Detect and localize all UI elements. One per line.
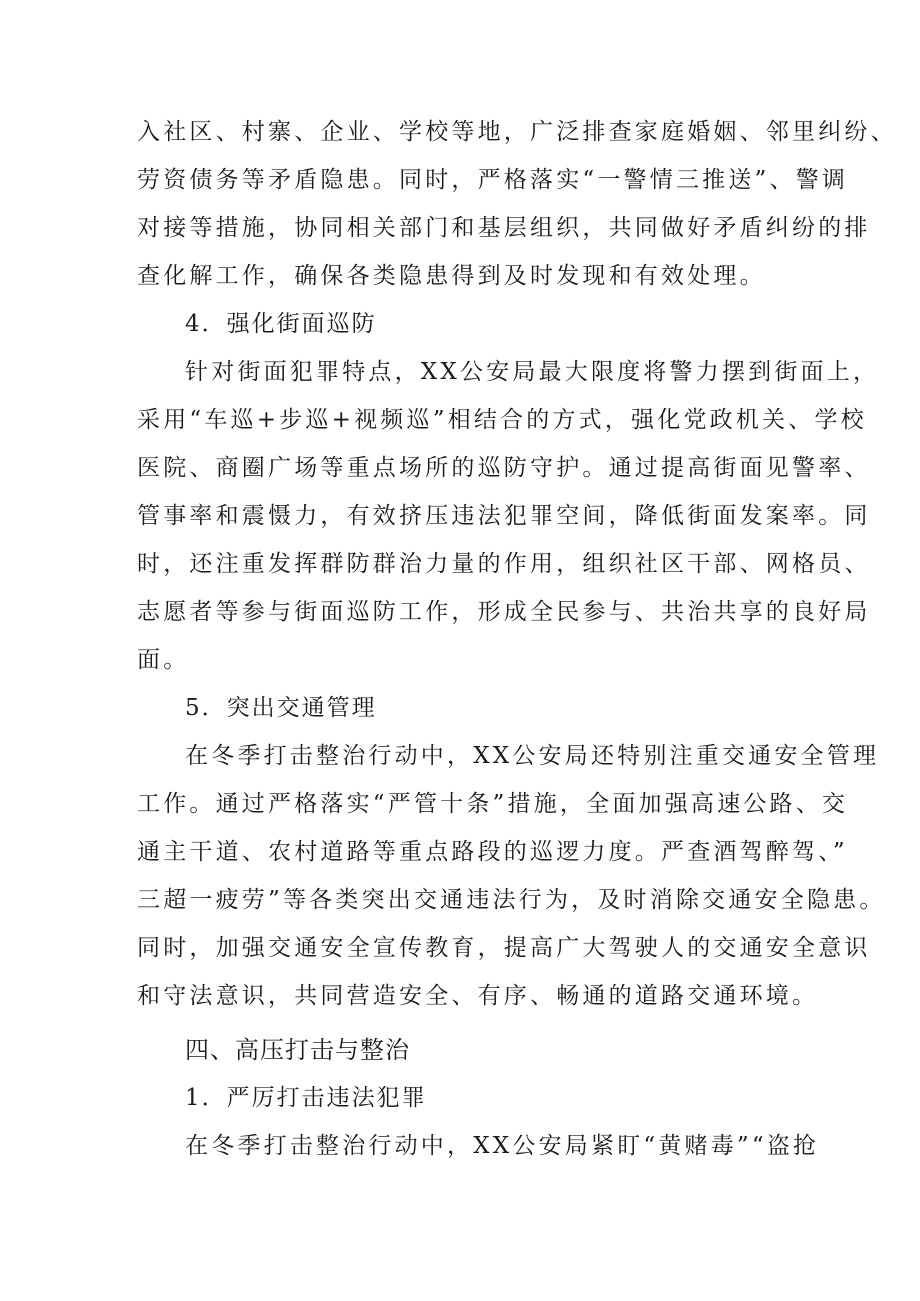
paragraph-line: 和守法意识，共同营造安全、有序、畅通的道路交通环境。 <box>137 983 819 1009</box>
paragraph-line: 面。 <box>137 647 190 673</box>
chapter-heading: 四、高压打击与整治 <box>185 1036 410 1064</box>
section-heading-1: 1．严厉打击违法犯罪 <box>185 1085 427 1111</box>
paragraph-line: 通主干道、农村道路等重点路段的巡逻力度。严查酒驾醉驾、” <box>137 839 848 865</box>
paragraph-line: 查化解工作，确保各类隐患得到及时发现和有效处理。 <box>137 263 766 289</box>
paragraph-line: 入社区、村寨、企业、学校等地，广泛排查家庭婚姻、邻里纠纷、 <box>137 119 897 145</box>
paragraph-line: 在冬季打击整治行动中，XX公安局紧盯“黄赌毒”“盗抢 <box>185 1133 820 1159</box>
paragraph-line: 对接等措施，协同相关部门和基层组织，共同做好矛盾纠纷的排 <box>137 215 871 241</box>
paragraph-line: 针对街面犯罪特点，XX公安局最大限度将警力摆到街面上， <box>185 359 880 385</box>
paragraph-line: 医院、商圈广场等重点场所的巡防守护。通过提高街面见警率、 <box>137 455 871 481</box>
paragraph-line: 志愿者等参与街面巡防工作，形成全民参与、共治共享的良好局 <box>137 599 871 625</box>
section-heading-5: 5．突出交通管理 <box>185 695 377 721</box>
paragraph-line: 管事率和震慑力，有效挤压违法犯罪空间，降低街面发案率。同 <box>137 503 871 529</box>
paragraph-line: 工作。通过严格落实“严管十条”措施，全面加强高速公路、交 <box>137 791 849 817</box>
paragraph-line: 同时，加强交通安全宣传教育，提高广大驾驶人的交通安全意识 <box>137 935 871 961</box>
paragraph-line: 三超一疲劳”等各类突出交通违法行为，及时消除交通安全隐患。 <box>137 887 886 913</box>
paragraph-line: 采用“车巡+步巡+视频巡”相结合的方式，强化党政机关、学校 <box>137 407 867 433</box>
section-heading-4: 4．强化街面巡防 <box>185 311 377 337</box>
paragraph-line: 在冬季打击整治行动中，XX公安局还特别注重交通安全管理 <box>185 743 880 769</box>
paragraph-line: 劳资债务等矛盾隐患。同时，严格落实“一警情三推送”、警调 <box>137 167 849 193</box>
paragraph-line: 时，还注重发挥群防群治力量的作用，组织社区干部、网格员、 <box>137 551 871 577</box>
